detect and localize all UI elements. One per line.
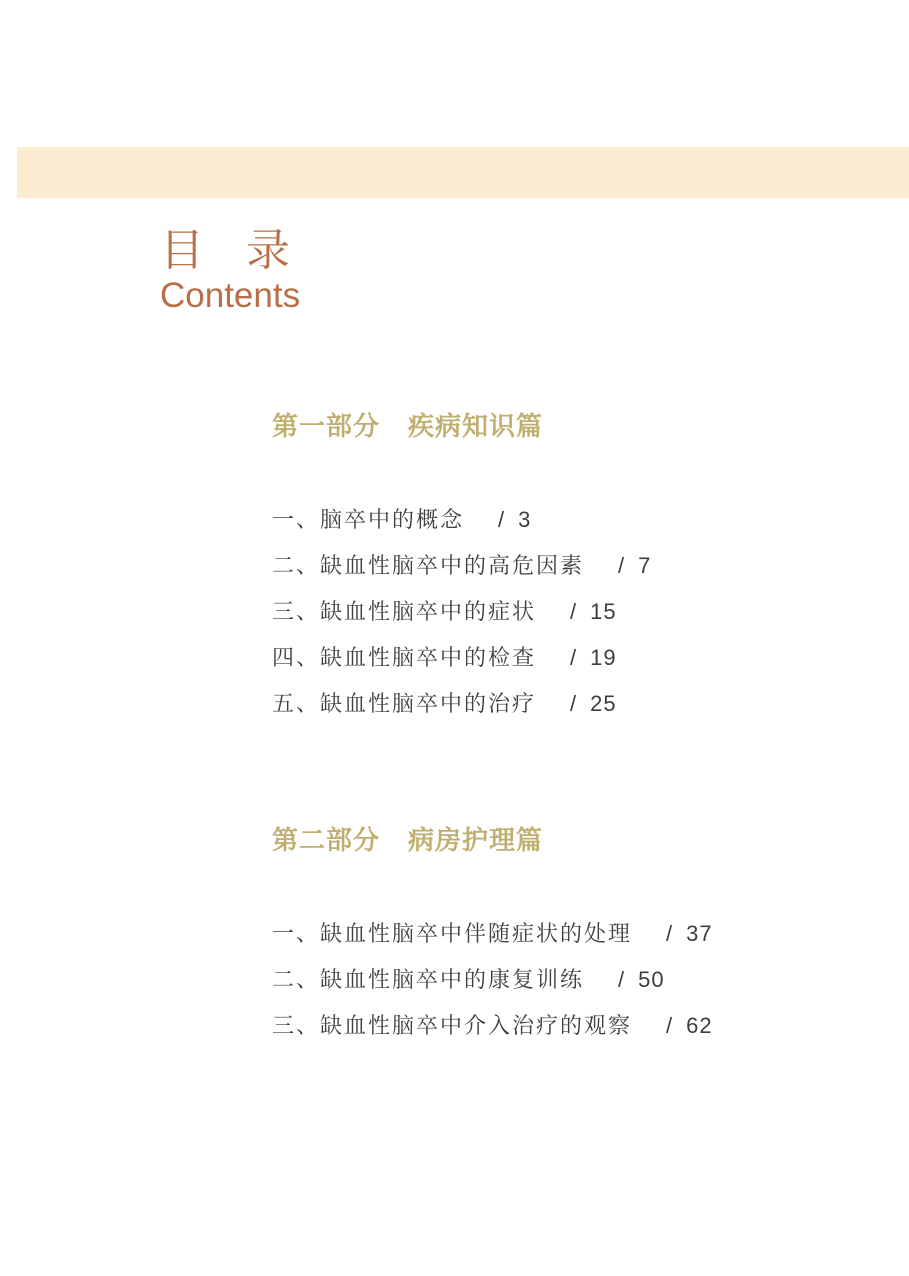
- part-one-label: 第一部分: [272, 412, 381, 442]
- toc-entry-title: 二、缺血性脑卒中的康复训练: [272, 968, 585, 993]
- toc-entry-page-number: 15: [590, 599, 617, 624]
- toc-entry[interactable]: [272, 543, 651, 589]
- toc-entry-separator: /: [618, 967, 625, 992]
- part-two-label: 第二部分: [272, 826, 381, 856]
- part-two-section: [272, 824, 543, 858]
- toc-entry-title: 三、缺血性脑卒中的症状: [272, 600, 537, 625]
- toc-entry-page-number: 37: [686, 921, 713, 946]
- page-title-english: Contents: [160, 276, 301, 315]
- toc-entry-separator: /: [666, 921, 673, 946]
- toc-entry-separator: /: [666, 1013, 673, 1038]
- page-title-chinese: 目录: [160, 225, 332, 276]
- part-two-name: 病房护理篇: [408, 826, 544, 856]
- toc-entry[interactable]: [272, 1003, 713, 1049]
- part-one-section: [272, 410, 543, 444]
- toc-entry-page-number: 62: [686, 1013, 713, 1038]
- toc-entry-page-number: 50: [638, 967, 665, 992]
- part-one-toc-list: [272, 497, 651, 727]
- part-one-name: 疾病知识篇: [408, 412, 544, 442]
- part-one-heading: [272, 410, 543, 444]
- toc-entry-separator: /: [570, 691, 577, 716]
- part-two-toc-list: [272, 911, 713, 1049]
- toc-entry[interactable]: [272, 957, 713, 1003]
- toc-entry[interactable]: [272, 911, 713, 957]
- toc-entry-title: 三、缺血性脑卒中介入治疗的观察: [272, 1014, 633, 1039]
- toc-entry-separator: /: [618, 553, 625, 578]
- header-band: [17, 147, 909, 198]
- toc-entry-title: 一、脑卒中的概念: [272, 508, 465, 533]
- toc-entry-separator: /: [498, 507, 505, 532]
- toc-entry[interactable]: [272, 497, 651, 543]
- part-two-heading: [272, 824, 543, 858]
- toc-entry-title: 二、缺血性脑卒中的高危因素: [272, 554, 585, 579]
- toc-entry-page-number: 19: [590, 645, 617, 670]
- toc-entry-title: 一、缺血性脑卒中伴随症状的处理: [272, 922, 633, 947]
- toc-entry-separator: /: [570, 645, 577, 670]
- toc-entry[interactable]: [272, 635, 651, 681]
- toc-entry[interactable]: [272, 681, 651, 727]
- toc-entry-page-number: 7: [638, 553, 652, 578]
- toc-entry-page-number: 3: [518, 507, 532, 532]
- toc-entry-separator: /: [570, 599, 577, 624]
- toc-entry-title: 四、缺血性脑卒中的检查: [272, 646, 537, 671]
- toc-entry[interactable]: [272, 589, 651, 635]
- toc-entry-title: 五、缺血性脑卒中的治疗: [272, 692, 537, 717]
- toc-entry-page-number: 25: [590, 691, 617, 716]
